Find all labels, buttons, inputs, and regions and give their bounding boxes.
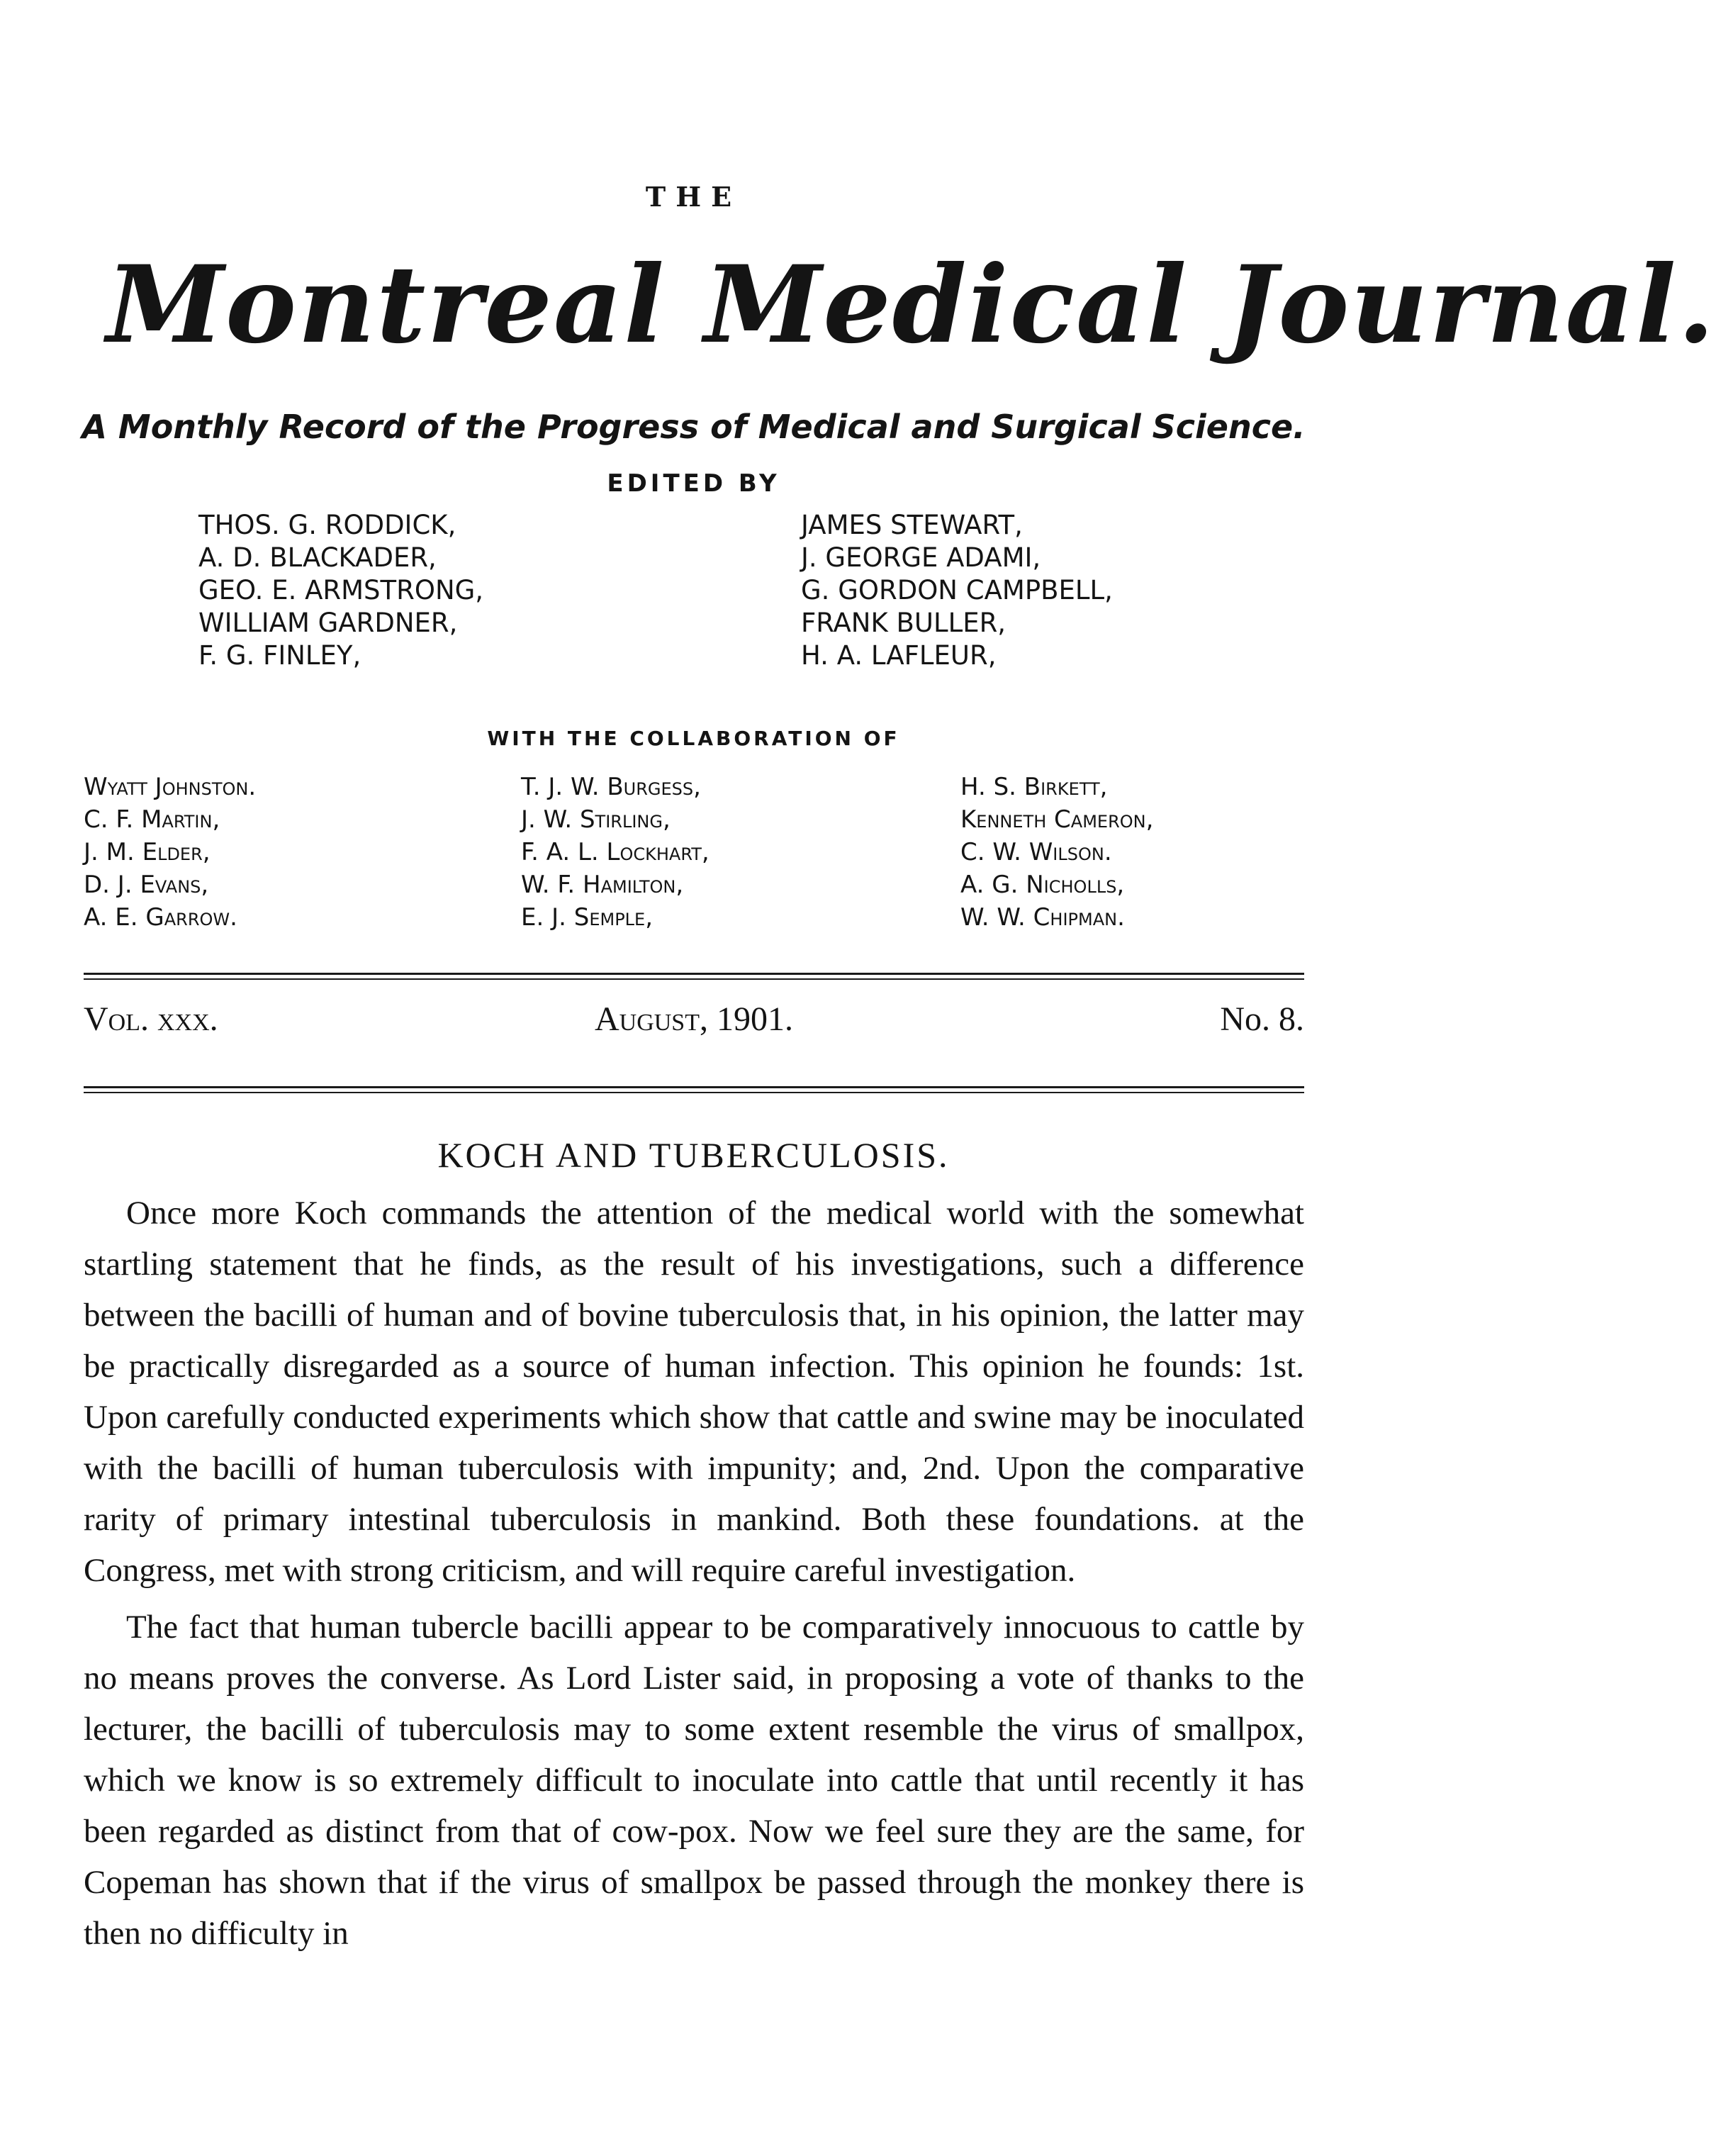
top-rule-thick <box>84 973 1304 975</box>
collaborator-name: E. J. Semple, <box>521 903 654 932</box>
issue-date: August, 1901. <box>594 1000 793 1038</box>
editor-name: JAMES STEWART, <box>801 510 1023 540</box>
article-title: KOCH AND TUBERCULOSIS. <box>437 1135 950 1175</box>
journal-title: Montreal Medical Journal. <box>106 242 1716 367</box>
edited-by-label: EDITED BY <box>607 469 780 498</box>
paragraph: The fact that human tubercle bacilli appear to be comparatively innocuous to cattle by no means proves the converse. As Lord Lister said, in proposing a vote of thanks to the lecturer, the bacilli of tuberculosis may to some extent resemble the virus of smallpox, which we know is so extremely difficult to inoculate into cattle that until recently it has been regarded as distinct from that of cow-pox. Now we feel sure they are the same, for Copeman has shown that if the virus of smallpox be passed through the monkey there is then no difficulty in <box>84 1609 1304 1952</box>
volume-label: Vol. xxx. <box>84 1000 218 1038</box>
collaborator-name: T. J. W. Burgess, <box>521 773 701 801</box>
editor-name: FRANK BULLER, <box>801 608 1006 638</box>
editor-name: GEO. E. ARMSTRONG, <box>198 575 484 605</box>
collaborator-name: W. F. Hamilton, <box>521 871 684 899</box>
collaborator-name: J. M. Elder, <box>84 838 211 866</box>
collaborators-column-2 <box>521 771 710 934</box>
collaborator-name: A. E. Garrow. <box>84 903 237 932</box>
collaborator-name: H. S. Birkett, <box>960 773 1108 801</box>
issue-number: No. 8. <box>1220 1000 1304 1038</box>
collaborators-column-1 <box>84 771 256 934</box>
masthead-the: THE <box>645 181 742 213</box>
editor-name: J. GEORGE ADAMI, <box>801 542 1041 573</box>
editors-left-column <box>198 509 483 672</box>
collaborator-name: C. W. Wilson. <box>960 838 1112 866</box>
bottom-rule-thick <box>84 1086 1304 1088</box>
collaborator-name: F. A. L. Lockhart, <box>521 838 710 866</box>
collaborators-column-3 <box>960 771 1153 934</box>
collaborator-name: D. J. Evans, <box>84 871 209 899</box>
collaboration-label: WITH THE COLLABORATION OF <box>487 727 900 750</box>
collaborator-name: Kenneth Cameron, <box>960 805 1154 834</box>
editor-name: H. A. LAFLEUR, <box>801 640 997 671</box>
collaborator-name: C. F. Martin, <box>84 805 220 834</box>
collaborator-name: J. W. Stirling, <box>521 805 671 834</box>
article-body <box>84 1188 1304 1959</box>
paragraph: Once more Koch commands the attention of the medical world with the somewhat startling statement that he finds, as the result of his investigations, such a difference between the bacilli of human and of bovine tuberculosis that, in his opinion, the latter may be practically disregarded as a source of human infection. This opinion he founds: 1st. Upon carefully conducted experiments which show that cattle and swine may be inoculated with the bacilli of human tuberculosis with impunity; and, 2nd. Upon the comparative rarity of primary intestinal tuberculosis in mankind. Both these foundations. at the Congress, met with strong criticism, and will require careful investigation. <box>84 1195 1304 1589</box>
editor-name: WILLIAM GARDNER, <box>198 608 458 638</box>
editor-name: THOS. G. RODDICK, <box>198 510 456 540</box>
collaborator-name: W. W. Chipman. <box>960 903 1125 932</box>
top-rule-thin <box>84 978 1304 980</box>
collaborator-name: Wyatt Johnston. <box>84 773 257 801</box>
editor-name: F. G. FINLEY, <box>198 640 361 671</box>
editor-name: A. D. BLACKADER, <box>198 542 437 573</box>
issue-line <box>84 1000 1304 1042</box>
bottom-rule-thin <box>84 1092 1304 1093</box>
collaborator-name: A. G. Nicholls, <box>960 871 1125 899</box>
editor-name: G. GORDON CAMPBELL, <box>801 575 1113 605</box>
journal-subtitle: A Monthly Record of the Progress of Medical and Surgical Science. <box>82 408 1306 446</box>
editors-right-column <box>801 509 1113 672</box>
